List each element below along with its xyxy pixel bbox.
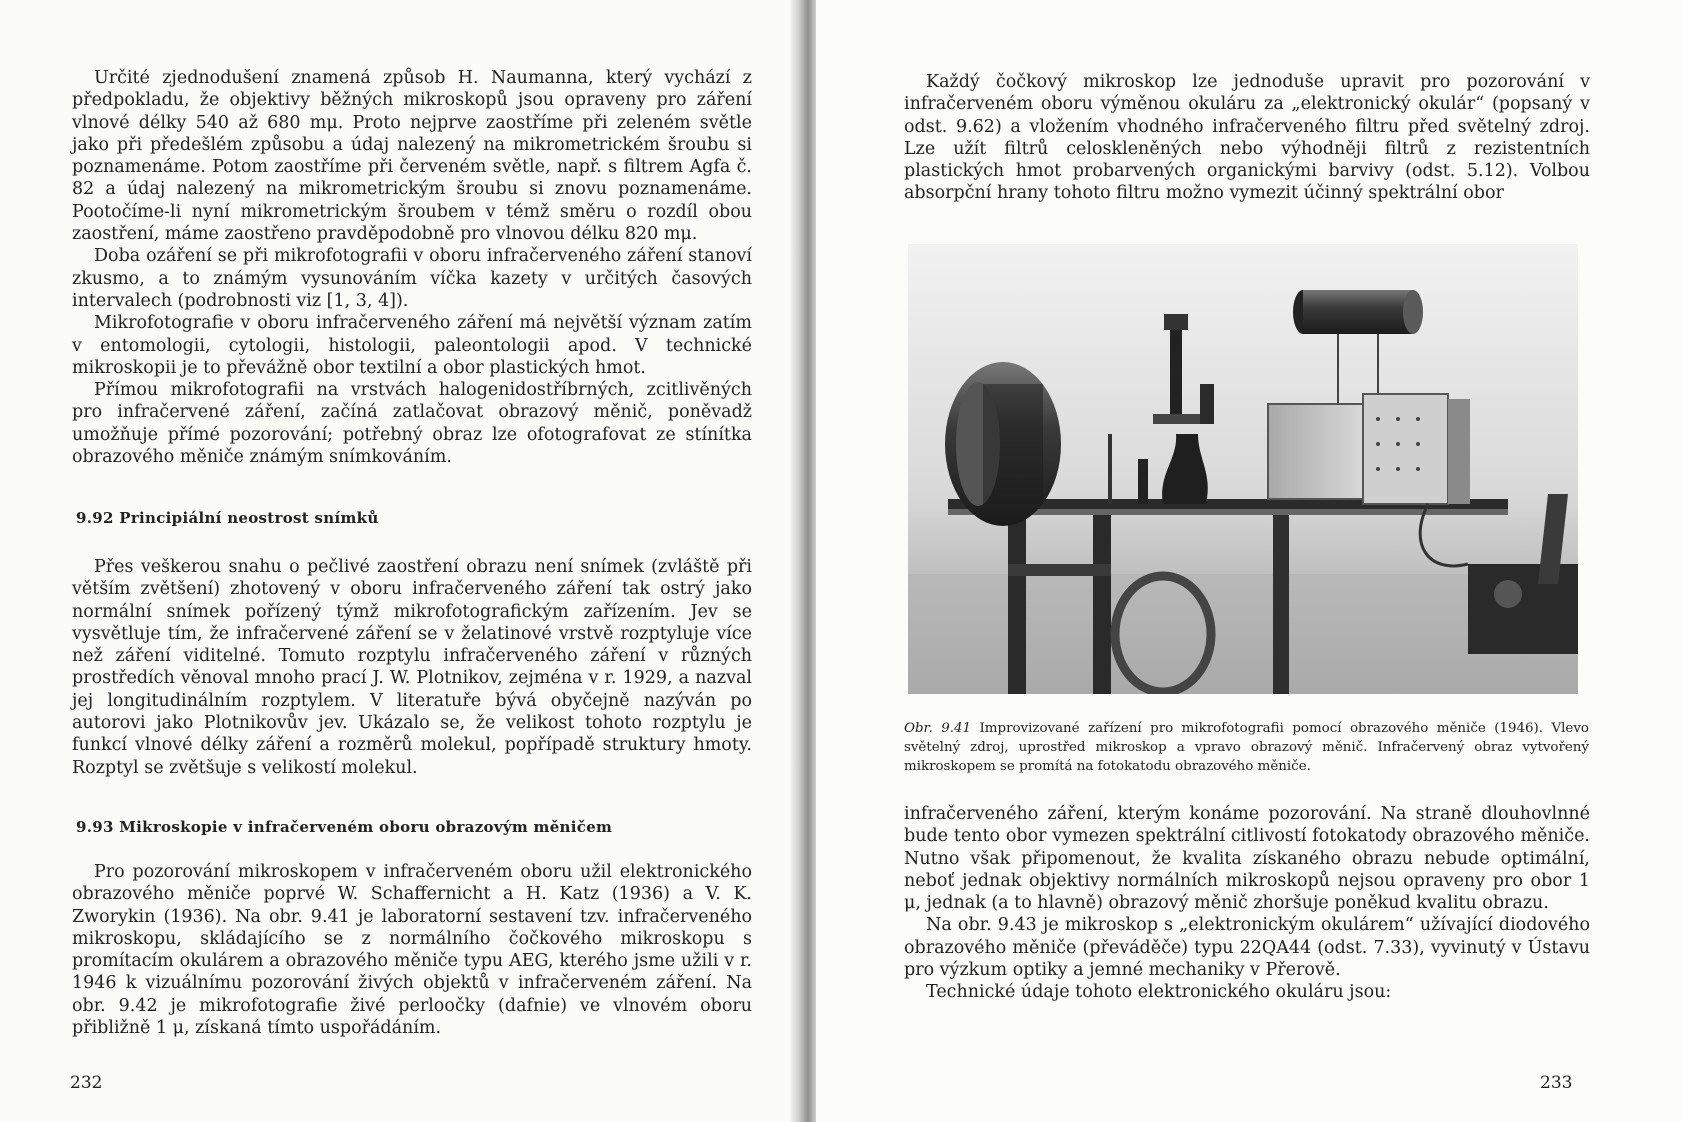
paragraph: Pro pozorování mikroskopem v infračerveném oboru užil elektronického obrazového měniče poprvé W. Schaffernicht a H. Katz (1936) a V. K. Zworykin (1936). Na obr. 9.41 je laboratorní sestavení tzv. infračerveného mikroskopu, skládajícího se z normálního čočkového mikroskopu s promítacím okulárem a obrazového měniče typu AEG, kterého jsme užili v r. 1946 k vizuálnímu pozorování živých objektů v infračerveném záření. Na obr. 9.42 je mikrofotografie živé perloočky (dafnie) ve vlnovém oboru přibližně 1 μ, získaná tímto uspořádáním. [72,862,752,1039]
section-9-92-text [72,556,752,779]
figure-9-41-photo [908,244,1578,694]
right-top-text [904,71,1590,205]
figure-caption [904,719,1589,776]
paragraph: infračerveného záření, kterým konáme pozorování. Na straně dlouhovlnné bude tento obor vymezen spektrální citlivostí fotokatody obrazového měniče. Nutno však připomenout, že kvalita získaného obrazu nebude optimální, neboť jednak objektivy normálních mikroskopů nejsou opraveny pro obor 1 μ, jednak (a to hlavně) obrazový měnič zhoršuje poněkud kvalitu obrazu. [904,804,1590,914]
figure-caption-text: Improvizované zařízení pro mikrofotografii pomocí obrazového měniče (1946). Vlevo světelný zdroj, uprostřed mikroskop a vpravo obrazový měnič. Infračervený obraz vytvořený mikroskopem se promítá na fotokatodu obrazového měniče. [904,721,1589,774]
paragraph: Technické údaje tohoto elektronického okuláru jsou: [926,982,1392,1003]
paragraph: Na obr. 9.43 je mikroskop s „elektronickým okulárem“ užívající diodového obrazového měniče (převáděče) typu 22QA44 (odst. 7.33), vyvinutý v Ústavu pro výzkum optiky a jemné mechaniky v Přerově. [904,915,1590,981]
page-number-right: 233 [1540,1073,1573,1093]
paragraph: Určité zjednodušení znamená způsob H. Naumanna, který vychází z předpokladu, že objektivy běžných mikroskopů jsou opraveny pro záření vlnové délky 540 až 680 mμ. Proto nejprve zaostříme při zeleném světle jako při předešlém způsobu a údaj nalezený na mikrometrickém šroubu si poznamenáme. Potom zaostříme při červeném světle, např. s filtrem Agfa č. 82 a údaj nalezený na mikrometrickým šroubu si znovu poznamenáme. Pootočíme-li nyní mikrometrickým šroubem v témž směru o rozdíl obou zaostření, máme zaostřeno pravděpodobně pro vlnovou délku 820 mμ. [72,68,752,245]
section-heading-9-93: 9.93 Mikroskopie v infračerveném oboru obrazovým měničem [76,818,613,836]
left-page [0,0,800,1122]
left-top-text [72,67,752,468]
paragraph: Přes veškerou snahu o pečlivé zaostření obrazu není snímek (zvláště při větším zvětšení) zhotovený v oboru infračerveného záření tak ostrý jako normální snímek pořízený týmž mikrofotografickým zařízením. Jev se vysvětluje tím, že infračervené záření se v želatinové vrstvě rozptyluje více než záření viditelné. Tomuto rozptylu infračerveného záření v různých prostředích věnoval mnoho prací J. W. Plotnikov, zejména v r. 1929, a nazval jej longitudinálním rozptylem. V literatuře bývá obyčejně nazýván po autorovi jako Plotnikovův jev. Ukázalo se, že velikost tohoto rozptylu je funkcí vlnové délky záření a rozměrů molekul, popřípadě struktury hmoty. Rozptyl se zvětšuje s velikostí molekul. [72,557,752,778]
section-9-93-text [72,861,752,1039]
figure-caption-label: Obr. 9.41 [904,721,972,736]
paragraph: Každý čočkový mikroskop lze jednoduše upravit pro pozorování v infračerveném oboru výměnou okuláru za „elektronický okulár“ (popsaný v odst. 9.62) a vložením vhodného infračerveného filtru před světelný zdroj. Lze užít filtrů celoskleněných nebo výhodněji filtrů z rezistentních plastických hmot probarvených organickými barvivy (odst. 5.12). Volbou absorpční hrany tohoto filtru možno vymezit účinný spektrální obor [904,72,1590,204]
paragraph: Mikrofotografie v oboru infračerveného záření má největší význam zatím v entomologii, cytologii, histologii, paleontologii apod. V technické mikroskopii je to převážně obor textilní a obor plastických hmot. [72,313,752,378]
paragraph: Přímou mikrofotografii na vrstvách halogenidostříbrných, zcitlivěných pro infračervené záření, začíná zatlačovat obrazový měnič, poněvadž umožňuje přímé pozorování; potřebný obraz lze ofotografovat ze stínítka obrazového měniče známým snímkováním. [72,380,752,468]
page-number-left: 232 [70,1073,103,1093]
section-heading-9-92: 9.92 Principiální neostrost snímků [76,509,379,527]
right-page [816,0,1683,1122]
right-bottom-text [904,803,1590,1004]
paragraph: Doba ozáření se při mikrofotografii v oboru infračerveného záření stanoví zkusmo, a to známým vysunováním víčka kazety v určitých časových intervalech (podrobnosti viz [1, 3, 4]). [72,246,752,311]
microscope-apparatus-illustration [908,244,1578,694]
